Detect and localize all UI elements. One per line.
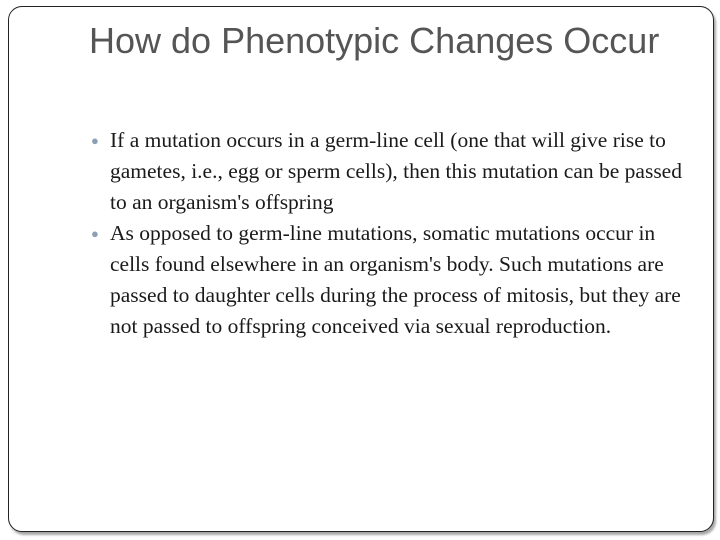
- bullet-text: If a mutation occurs in a germ-line cell (one that will give rise to gametes, i.e., egg or sperm cells), then this mutation can be passed to an organism's offspring: [110, 128, 682, 214]
- bullet-dot-icon: ●: [91, 133, 99, 148]
- slide-title: How do Phenotypic Changes Occur: [89, 20, 660, 61]
- bullet-list: [91, 125, 691, 342]
- bullet-dot-icon: ●: [91, 226, 99, 241]
- bullet-text: As opposed to germ-line mutations, somatic mutations occur in cells found elsewhere in an organism's body. Such mutations are passed to daughter cells during the process of mitosis, but they are not passed to offspring conceived via sexual reproduction.: [110, 221, 681, 338]
- bullet-item: [91, 125, 691, 218]
- bullet-item: [91, 218, 691, 342]
- slide: [8, 6, 714, 532]
